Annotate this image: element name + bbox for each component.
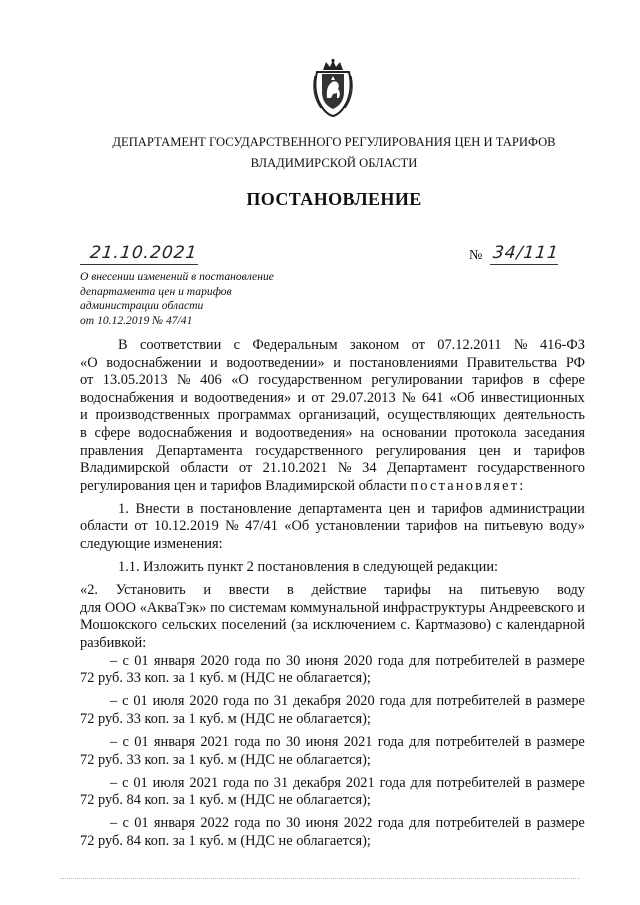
justified-line — [80, 372, 585, 390]
word: основании — [381, 424, 447, 441]
word: года — [223, 774, 250, 791]
tariff-item-line — [80, 653, 585, 671]
word: воду» — [549, 518, 585, 535]
word: 01 — [134, 733, 149, 750]
word: системам — [228, 599, 287, 616]
word: 01 — [134, 652, 149, 669]
document-subject — [80, 270, 340, 328]
subject-line: департамента цен и тарифов — [80, 284, 232, 298]
word: тарифов — [533, 442, 585, 459]
word: водоснабжения — [80, 389, 174, 406]
word: для — [409, 652, 431, 669]
word: размере — [536, 815, 585, 832]
last-line: разбивкой: — [80, 635, 147, 651]
word: в — [80, 424, 87, 441]
word: и — [577, 599, 585, 616]
word: – — [110, 774, 118, 791]
word: потребителей — [436, 693, 521, 710]
word: – — [110, 815, 118, 832]
word: по — [265, 815, 281, 832]
word: Департамента — [156, 442, 243, 459]
text-fragment: регулирования цен и тарифов Владимирской области — [80, 477, 407, 494]
word: программах — [217, 407, 291, 424]
document-body — [80, 337, 585, 851]
tariff-item-value: 72 руб. 33 коп. за 1 куб. м (НДС не облагается); — [80, 751, 371, 768]
word: на — [360, 424, 375, 441]
word: сельских — [161, 617, 217, 634]
word: тарифов — [406, 518, 458, 535]
word: с — [122, 652, 129, 669]
word: с — [122, 693, 129, 710]
word: производственных — [95, 407, 210, 424]
word: в — [524, 652, 532, 669]
word: 2021 — [189, 774, 219, 791]
word: на — [448, 582, 463, 599]
justified-line — [80, 390, 585, 408]
tariff-item-line — [80, 775, 585, 793]
word: потребителей — [435, 733, 520, 750]
word: в — [524, 733, 532, 750]
word: 2020 — [200, 652, 230, 669]
word: заседания — [524, 424, 585, 441]
word: года — [379, 693, 406, 710]
word: от — [238, 460, 253, 477]
word: потребителей — [435, 652, 520, 669]
tariff-item-line — [80, 693, 585, 711]
word: 30 — [285, 652, 301, 669]
word: с — [122, 733, 129, 750]
word: (за — [291, 617, 308, 634]
word: «Об — [284, 518, 310, 535]
word: года — [377, 733, 404, 750]
word: коммунальной — [290, 599, 380, 616]
tariff-item-value: 72 руб. 33 коп. за 1 куб. м (НДС не облагается); — [80, 670, 371, 687]
word: года — [234, 652, 261, 669]
justified-line — [80, 337, 585, 355]
word: для — [410, 774, 432, 791]
word: июня — [305, 733, 339, 750]
word: 2020 — [189, 693, 219, 710]
word: размере — [536, 693, 585, 710]
word: потребителей — [435, 815, 520, 832]
word: водоснабжения — [138, 424, 233, 441]
clause-2-paragraph — [80, 582, 585, 652]
word: 2021 — [345, 774, 375, 791]
word: установлении — [315, 518, 401, 535]
word: ООО — [104, 599, 136, 616]
word: от — [411, 337, 425, 353]
word: Внести — [135, 500, 180, 517]
word: законом — [349, 337, 400, 353]
word: с — [495, 617, 503, 634]
word: Федеральным — [252, 337, 338, 353]
word: января — [153, 815, 196, 832]
word: действие — [311, 582, 367, 599]
word: тарифы — [384, 582, 431, 599]
word: июня — [305, 815, 339, 832]
word: 2022 — [200, 815, 230, 832]
word: и — [333, 354, 341, 371]
word: для — [409, 733, 431, 750]
word: водоотведения» — [255, 424, 353, 441]
subject-line: от 10.12.2019 № 47/41 — [80, 313, 193, 327]
word: области — [80, 518, 129, 535]
word: РФ — [565, 354, 585, 371]
word: и — [297, 389, 306, 406]
word: государственного — [255, 442, 363, 459]
justified-line — [80, 407, 585, 425]
word: государственного — [477, 460, 585, 477]
word: Департамент — [387, 460, 467, 477]
word: года — [377, 815, 404, 832]
word: на — [463, 518, 478, 535]
word: с — [233, 337, 241, 353]
word: департамента — [298, 500, 382, 517]
word: декабря — [293, 693, 342, 710]
justified-line — [80, 501, 585, 519]
word: и — [417, 500, 425, 517]
word: постановлениями — [349, 354, 458, 371]
word: сфере — [94, 424, 131, 441]
word: – — [110, 652, 118, 669]
word: 2021 — [343, 733, 373, 750]
word: В — [118, 337, 128, 353]
word: года — [379, 774, 406, 791]
word: питьевую — [480, 582, 540, 599]
justified-line — [80, 600, 585, 618]
word: 01 — [133, 774, 148, 791]
word: «Об — [449, 389, 475, 406]
word: потребителей — [436, 774, 521, 791]
document-number: 34/111 — [491, 243, 560, 263]
word: июня — [305, 652, 339, 669]
word: с — [122, 815, 129, 832]
word: года — [234, 815, 261, 832]
coat-of-arms-icon — [311, 58, 355, 118]
word: по — [253, 774, 269, 791]
justified-line — [80, 355, 585, 373]
word: соответствии — [139, 337, 222, 353]
word: и — [180, 389, 188, 406]
justified-line — [80, 518, 585, 536]
word: декабря — [293, 774, 342, 791]
scan-noise-line — [60, 878, 580, 879]
word: Андреевского — [488, 599, 574, 616]
word: в — [524, 815, 532, 832]
word: 30 — [285, 815, 301, 832]
word: протокола — [454, 424, 517, 441]
word: области — [180, 460, 229, 477]
word: 1. — [118, 500, 129, 517]
word: № — [337, 460, 352, 477]
word: с — [122, 774, 129, 791]
word: от — [311, 389, 325, 406]
word: постановление — [200, 500, 292, 517]
word: размере — [536, 652, 585, 669]
word: Правительства — [466, 354, 558, 371]
word: 31 — [273, 774, 289, 791]
word: 2020 — [343, 652, 373, 669]
subject-line: администрации области — [80, 299, 204, 313]
word: ввести — [228, 582, 270, 599]
last-line: следующие изменения: — [80, 536, 223, 553]
resolves-word: постановляет: — [410, 477, 526, 494]
word: размере — [536, 733, 585, 750]
word: питьевую — [484, 518, 544, 535]
preamble-paragraph — [80, 337, 585, 495]
word: «О — [80, 354, 98, 371]
word: 21.10.2021 — [262, 460, 328, 477]
word: № — [176, 372, 191, 389]
word: деятельность — [503, 407, 585, 424]
word: 2022 — [343, 815, 373, 832]
word: для — [80, 599, 102, 616]
tariff-item-value: 72 руб. 33 коп. за 1 куб. м (НДС не облагается); — [80, 710, 371, 727]
word: с. — [400, 617, 411, 634]
number-underline — [490, 264, 558, 265]
word: инвестиционных — [480, 389, 585, 406]
word: № — [225, 518, 239, 535]
word: водоснабжении — [106, 354, 202, 371]
word: и — [80, 407, 88, 424]
word: – — [110, 693, 118, 710]
word: тарифов — [472, 372, 524, 389]
word: для — [409, 815, 431, 832]
number-sign: № — [469, 248, 483, 263]
word: регулирования — [375, 442, 467, 459]
clause-1-1-line: 1.1. Изложить пункт 2 постановления в следующей редакции: — [118, 559, 499, 576]
word: поселений — [221, 617, 287, 634]
word: 47/41 — [245, 518, 278, 535]
word: государственном — [258, 372, 362, 389]
word: в — [525, 693, 532, 710]
word: календарной — [506, 617, 585, 634]
word: инфраструктуры — [382, 599, 486, 616]
word: для — [410, 693, 432, 710]
word: 2021 — [200, 733, 230, 750]
word: по — [253, 693, 269, 710]
word: 2020 — [345, 693, 375, 710]
word: исключением — [312, 617, 396, 634]
word: администрации — [489, 500, 585, 517]
word: – — [110, 733, 118, 750]
word: 29.07.2013 — [330, 389, 396, 406]
word: Владимирской — [80, 460, 170, 477]
word: 31 — [273, 693, 289, 710]
word: 406 — [200, 372, 222, 389]
word: 10.12.2019 — [154, 518, 219, 535]
word: Мошокского — [80, 617, 158, 634]
word: июля — [152, 693, 185, 710]
word: и — [209, 354, 218, 371]
word: водоотведении» — [226, 354, 325, 371]
clause-1-paragraph — [80, 501, 585, 554]
word: от — [134, 518, 148, 535]
word: в — [287, 582, 294, 599]
tariff-item-line — [80, 734, 585, 752]
document-date: 21.10.2021 — [88, 243, 199, 263]
word: «О — [231, 372, 249, 389]
word: по — [210, 599, 226, 616]
word: 01 — [134, 815, 149, 832]
word: в — [525, 774, 532, 791]
word: от — [80, 372, 94, 389]
department-name-line-1: ДЕПАРТАМЕНТ ГОСУДАРСТВЕННОГО РЕГУЛИРОВАНИЯ ЦЕН И ТАРИФОВ — [112, 135, 556, 149]
tariff-item-line — [80, 815, 585, 833]
word: цен — [478, 442, 501, 459]
word: 07.12.2011 — [437, 337, 502, 353]
word: цен — [388, 500, 411, 517]
word: по — [265, 652, 281, 669]
word: № — [401, 389, 416, 406]
word: осуществляющих — [387, 407, 496, 424]
word: 01 — [133, 693, 148, 710]
subject-line: О внесении изменений в постановление — [80, 270, 274, 283]
word: и — [513, 442, 522, 459]
word: «2. — [80, 582, 98, 599]
word: по — [265, 733, 281, 750]
word: Картмазово) — [415, 617, 492, 634]
justified-line — [80, 460, 585, 478]
word: 30 — [285, 733, 301, 750]
tariff-item-value: 72 руб. 84 коп. за 1 куб. м (НДС не облагается); — [80, 832, 371, 849]
word: «АкваТэк» — [139, 599, 207, 616]
word: 34 — [362, 460, 377, 477]
word: тарифов — [431, 500, 483, 517]
tariff-item-value: 72 руб. 84 коп. за 1 куб. м (НДС не облагается); — [80, 792, 371, 809]
word: января — [153, 652, 196, 669]
word: в — [186, 500, 194, 517]
word: 13.05.2013 — [102, 372, 168, 389]
word: Установить — [115, 582, 186, 599]
word: водоотведения» — [194, 389, 292, 406]
word: и — [203, 582, 212, 599]
word: организаций, — [298, 407, 380, 424]
word: и — [239, 424, 248, 441]
word: года — [234, 733, 261, 750]
word: сфере — [549, 372, 585, 389]
justified-line — [80, 617, 585, 635]
word: размере — [536, 774, 585, 791]
word: года — [223, 693, 250, 710]
date-underline — [80, 264, 198, 265]
word: 641 — [421, 389, 444, 406]
justified-line — [80, 582, 585, 600]
word: июля — [152, 774, 185, 791]
word: № — [513, 337, 528, 353]
word: года — [377, 652, 404, 669]
word: 416-ФЗ — [539, 337, 585, 353]
last-line — [80, 478, 585, 496]
word: правления — [80, 442, 144, 459]
word: января — [153, 733, 196, 750]
word: воду — [557, 582, 585, 599]
department-name-line-2: ВЛАДИМИРСКОЙ ОБЛАСТИ — [250, 156, 418, 170]
document-type-title: ПОСТАНОВЛЕНИЕ — [246, 189, 422, 209]
word: в — [532, 372, 540, 389]
justified-line — [80, 425, 585, 443]
word: регулировании — [371, 372, 463, 389]
justified-line — [80, 443, 585, 461]
